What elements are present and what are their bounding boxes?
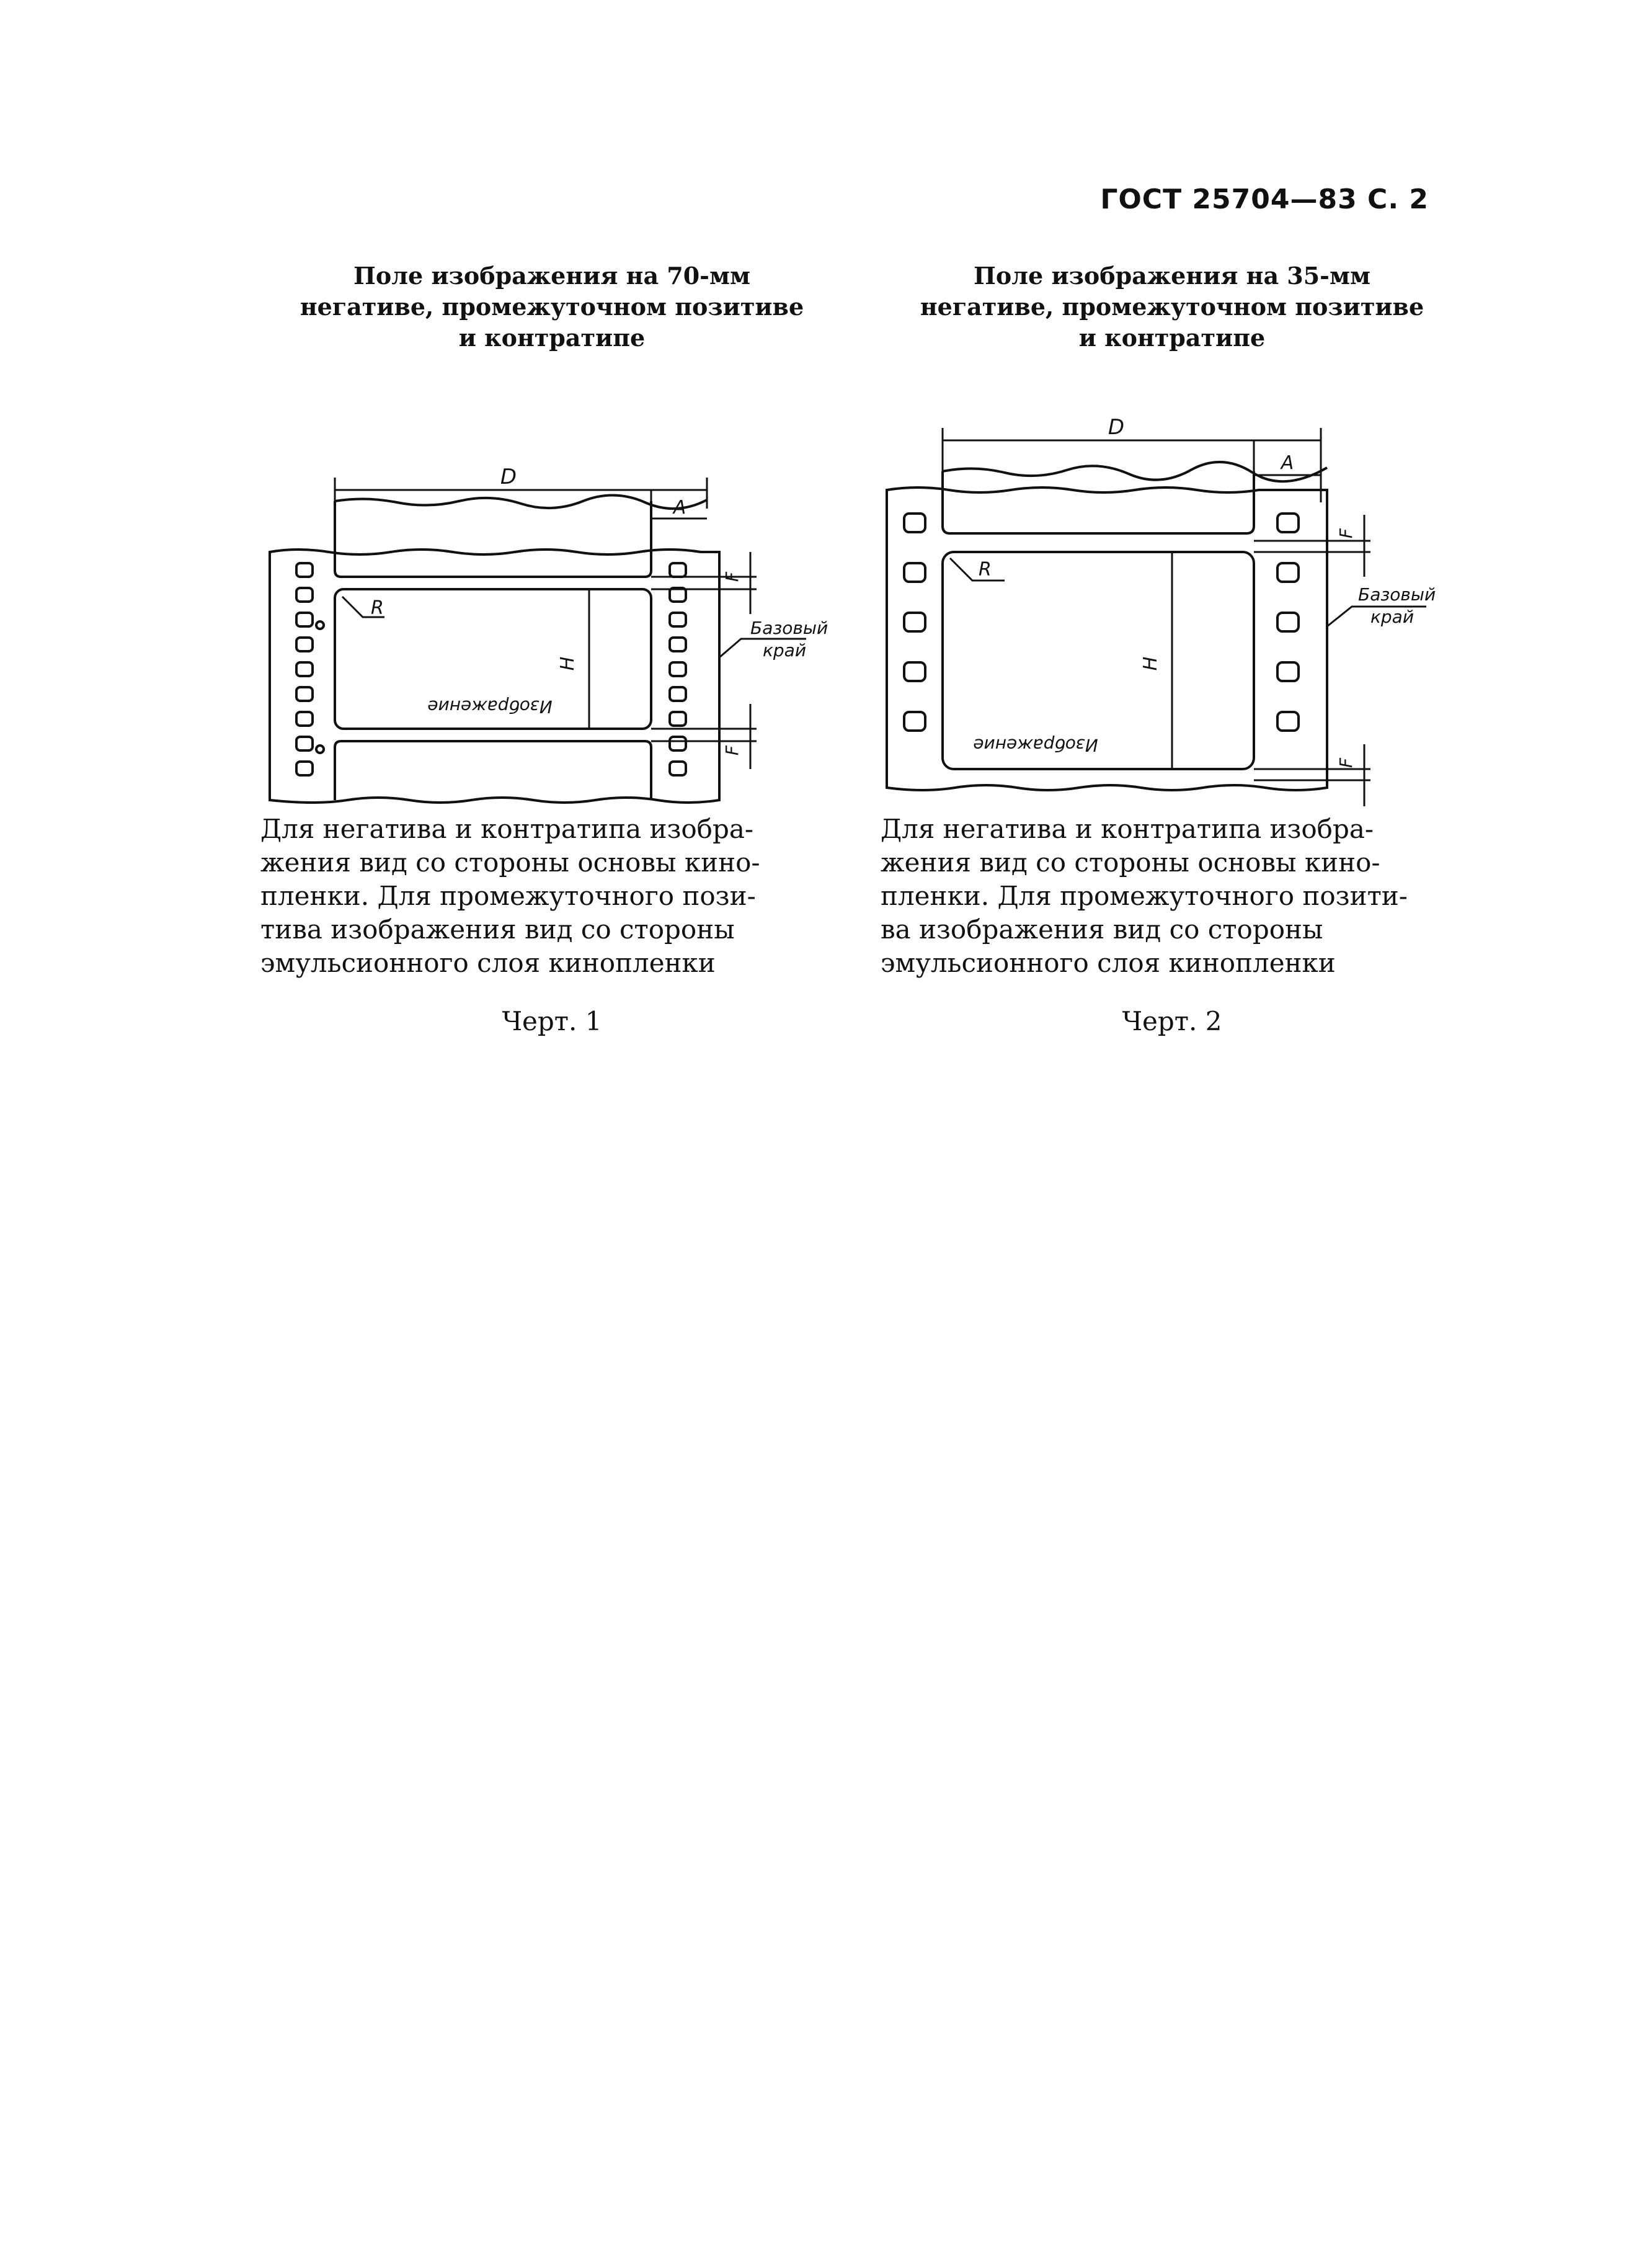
figure-1-title-line: Поле изображения на 70-мм — [353, 262, 750, 290]
dim-f-top-label: F — [722, 571, 742, 582]
caption-line: эмульсионного слоя кинопленки — [260, 948, 716, 978]
caption-line: пленки. Для промежуточного позити- — [881, 881, 1408, 911]
figure-1-title-line: негативе, промежуточном позитиве — [300, 293, 804, 321]
dim-a-label: A — [673, 497, 686, 518]
figure-1-caption — [260, 812, 843, 980]
dim-f-bottom-label: F — [722, 745, 742, 756]
film-70mm-diagram — [260, 366, 843, 812]
figure-2-title-line: негативе, промежуточном позитиве — [920, 293, 1424, 321]
figure-2-title-line: и контратипе — [1078, 324, 1266, 352]
caption-line: эмульсионного слоя кинопленки — [881, 948, 1336, 978]
figure-2-title-line: Поле изображения на 35-мм — [974, 262, 1370, 290]
edge-label-line-2: край — [1370, 607, 1414, 627]
caption-line: жения вид со стороны основы кино- — [881, 847, 1380, 878]
dim-d-label: D — [500, 465, 517, 489]
figure-2-label: Черт. 2 — [1122, 1006, 1222, 1036]
film-35mm-diagram — [881, 366, 1463, 812]
edge-label-line-1: Базовый — [1358, 584, 1436, 605]
dim-r-label: R — [979, 559, 992, 581]
dim-h-label: H — [1140, 656, 1161, 671]
caption-line: пленки. Для промежуточного пози- — [260, 881, 756, 911]
image-word-label: Изображение — [427, 697, 553, 717]
figure-1-column — [260, 260, 843, 1036]
dim-f-top-label: F — [1336, 528, 1356, 539]
caption-line: тива изображения вид со стороны — [260, 914, 735, 945]
caption-line: ва изображения вид со стороны — [881, 914, 1323, 945]
figure-1-title — [260, 260, 843, 366]
dim-f-bottom-label: F — [1336, 757, 1356, 768]
caption-line: Для негатива и контратипа изобра- — [260, 814, 754, 844]
dim-a-label: A — [1281, 452, 1294, 474]
caption-line: Для негатива и контратипа изобра- — [881, 814, 1374, 844]
page-header: ГОСТ 25704—83 С. 2 — [1100, 184, 1429, 215]
figure-2-caption — [881, 812, 1463, 980]
figure-2-drawing — [881, 366, 1463, 812]
figure-2-column — [881, 260, 1463, 1036]
figure-1-drawing — [260, 366, 843, 812]
caption-line: жения вид со стороны основы кино- — [260, 847, 760, 878]
dim-h-label: H — [557, 656, 579, 671]
figure-1-title-line: и контратипе — [458, 324, 646, 352]
edge-label-line-2: край — [763, 640, 807, 661]
dim-r-label: R — [371, 597, 384, 619]
edge-label-line-1: Базовый — [750, 618, 828, 638]
figure-2-title — [881, 260, 1463, 366]
figure-1-label: Черт. 1 — [502, 1006, 602, 1036]
image-word-label: Изображение — [973, 735, 1098, 755]
dim-d-label: D — [1108, 415, 1125, 440]
